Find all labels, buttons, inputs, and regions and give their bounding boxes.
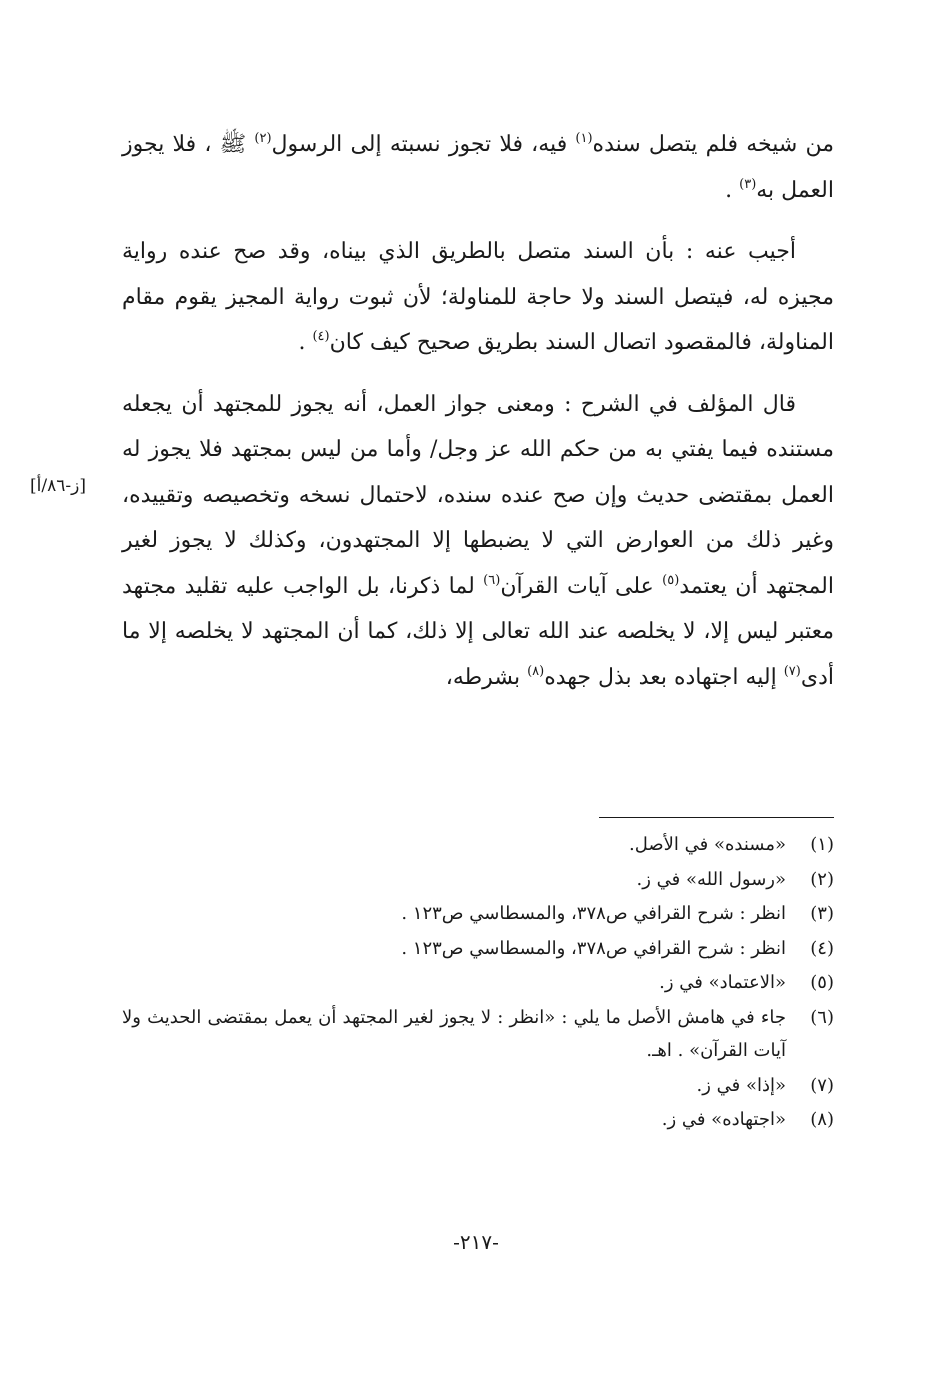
paragraph-text: لما ذكرنا، بل الواجب عليه تقليد مجتهد معتبر ليس إلا، لا يخلصه عند الله تعالى إلا ذلك، كما أن المجتهد لا يخلصه إلا ما أدى	[122, 573, 834, 690]
footnote-text: انظر : شرح القرافي ص٣٧٨، والمسطاسي ص١٢٣ .	[401, 903, 786, 924]
footnote-text: «الاعتماد» في ز.	[659, 972, 786, 993]
footnote-reference: (٨)	[527, 663, 545, 679]
footnote-reference: (٦)	[483, 572, 501, 588]
footnote-item	[122, 932, 834, 966]
footnote-number: (٧)	[810, 1074, 834, 1096]
footnote-item	[122, 1069, 834, 1103]
footnote-reference: (٣)	[739, 176, 757, 192]
footnote-number: (٨)	[810, 1109, 834, 1130]
footnote-reference: (٥)	[662, 572, 680, 588]
footnote-text: انظر : شرح القرافي ص٣٧٨، والمسطاسي ص١٢٣ .	[401, 937, 786, 959]
footnote-item	[122, 1001, 834, 1068]
footnote-reference: (١)	[575, 131, 593, 146]
footnote-separator	[599, 817, 834, 818]
footnote-item	[122, 966, 834, 1000]
footnote-number: (٥)	[810, 972, 834, 993]
paragraph-text: ﷺ ، فلا يجوز العمل به	[122, 132, 834, 203]
paragraph-text: .	[725, 177, 740, 203]
footnote-reference: (٧)	[783, 663, 801, 679]
footnote-number: (١)	[810, 834, 834, 855]
footnote-number: (٢)	[810, 868, 834, 890]
paragraph-text: إليه اجتهاده بعد بذل جهده	[544, 664, 784, 690]
footnote-number: (٣)	[810, 903, 834, 924]
footnote-text: «اجتهاده» في ز.	[661, 1109, 786, 1130]
body-paragraph	[122, 229, 834, 366]
footnote-item	[122, 1103, 834, 1137]
paragraph-text: .	[298, 330, 313, 355]
footnote-number: (٦)	[810, 1006, 834, 1028]
paragraph-text: قال المؤلف في الشرح : ومعنى جواز العمل، أنه يجوز للمجتهد أن يجعله مستنده فيما يفتي به من حكم الله عز وجل/ وأما من ليس بمجتهد فلا يجوز له العمل بمقتضى حديث وإن صح عنده سنده، لاحتمال نسخه وتخصيصه وتقييده، وغير ذلك من العوارض التي لا يضبطها إلا المجتهدون، وكذلك لا يجوز لغير المجتهد أن يعتمد	[122, 391, 834, 599]
footnote-item	[122, 828, 834, 862]
footnote-text: «مسنده» في الأصل.	[629, 834, 786, 855]
footnote-number: (٤)	[810, 937, 834, 959]
margin-folio-note: [ز-٨٦/أ]	[30, 476, 86, 496]
page-number: -٢١٧-	[453, 1230, 499, 1254]
paragraph-text: من شيخه فلم يتصل سنده	[592, 132, 834, 157]
body-paragraph	[122, 382, 834, 701]
footnote-item	[122, 863, 834, 897]
footnote-reference: (٢)	[254, 131, 272, 146]
body-paragraph	[122, 122, 834, 213]
footnotes-list	[122, 828, 834, 1138]
paragraph-text: بشرطه،	[445, 664, 528, 690]
footnote-reference: (٤)	[312, 329, 330, 344]
main-text-body	[122, 122, 834, 700]
paragraph-text: أجيب عنه : بأن السند متصل بالطريق الذي بيناه، وقد صح عنده رواية مجيزه له، فيتصل السند ولا حاجة للمناولة؛ لأن ثبوت رواية المجيز يقوم مقام المناولة، فالمقصود اتصال السند بطريق صحيح كيف كان	[122, 239, 834, 355]
footnote-text: «رسول الله» في ز.	[636, 868, 786, 890]
paragraph-text: فيه، فلا تجوز نسبته إلى الرسول	[271, 132, 576, 157]
footnote-item	[122, 897, 834, 931]
footnote-text: جاء في هامش الأصل ما يلي : «انظر : لا يجوز لغير المجتهد أن يعمل بمقتضى الحديث ولا آيات القرآن» . اهـ.	[122, 1006, 786, 1061]
paragraph-text: على آيات القرآن	[500, 573, 663, 599]
footnote-text: «إذا» في ز.	[696, 1074, 786, 1096]
